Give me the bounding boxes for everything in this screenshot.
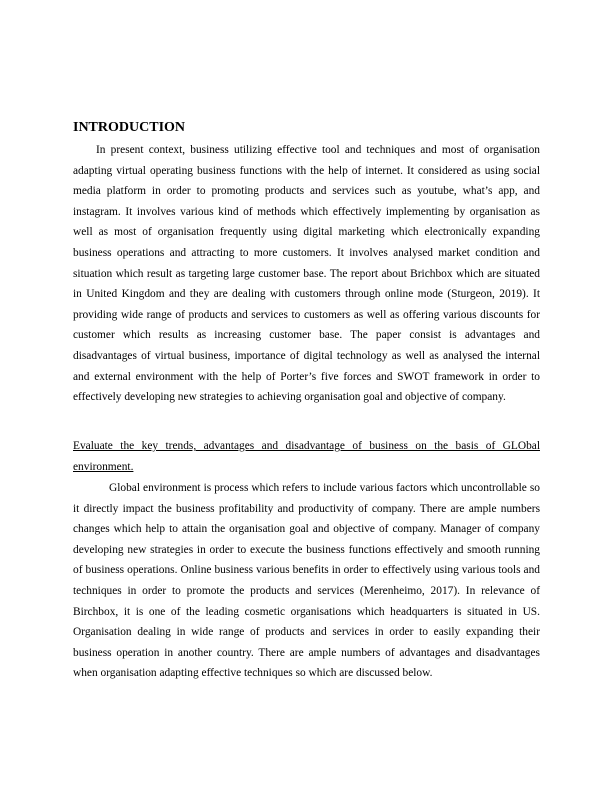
- section-heading: Evaluate the key trends, advantages and disadvantage of business on the basis of GLObal environment.: [73, 440, 540, 473]
- global-environment-paragraph: Global environment is process which refers to include various factors which uncontrollable so it directly impact the business profitability and productivity of company. There are ample numbers changes which help to attain the organisation goal and objective of company. Manager of company developing new strategies in order to execute the business functions effectively and smooth running of business operations. Online business various benefits in order to effectively using various tools and techniques in order to promote the products and services (Merenheimo, 2017). In relevance of Birchbox, it is one of the leading cosmetic organisations which headquarters is situated in US. Organisation dealing in wide range of products and services in order to easily expanding their business operation in another country. There are ample numbers of advantages and disadvantages when organisation adapting effective techniques so which are discussed below.: [73, 482, 540, 680]
- introduction-heading: INTRODUCTION: [73, 120, 186, 135]
- introduction-paragraph: In present context, business utilizing effective tool and techniques and most of organisation adapting virtual operating business functions with the help of internet. It considered as using social media platform in order to promoting products and services such as youtube, what’s app, and instagram. It involves various kind of methods which effectively implementing by organisation as well as most of organisation frequently using digital marketing which electronically expanding business operations and attracting to more customers. It involves analysed market condition and situation which result as targeting large customer base. The report about Brichbox which are situated in United Kingdom and they are dealing with customers through online mode (Sturgeon, 2019). It providing wide range of products and services to customers as well as offering various discounts for customer which results as increasing customer base. The paper consist is advantages and disadvantages of virtual business, importance of digital technology as well as analysed the internal and external environment with the help of Porter’s five forces and SWOT framework in order to effectively developing new strategies to achieving organisation goal and objective of company.: [73, 144, 540, 404]
